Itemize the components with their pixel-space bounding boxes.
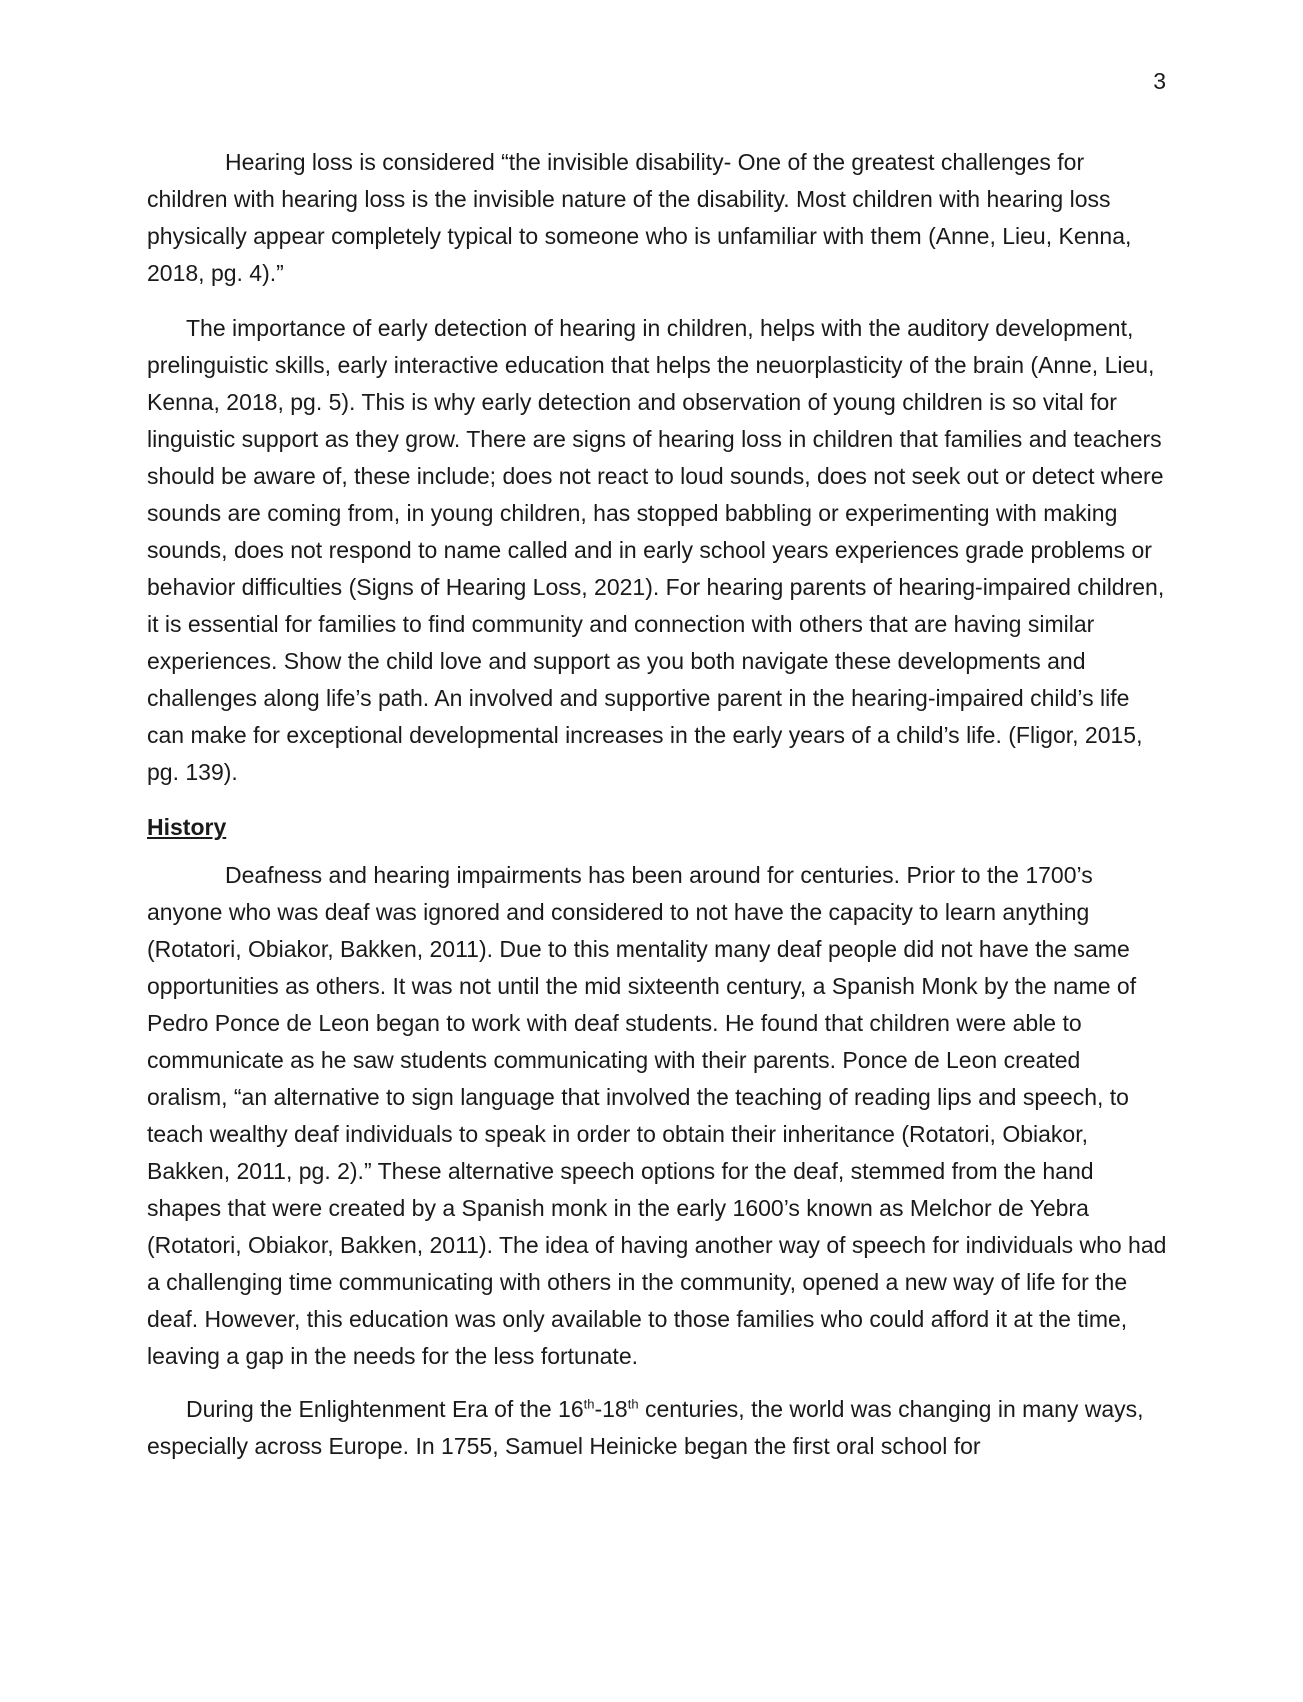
enlightenment-text-3: centuries, the world was changing in many ways, especially across Europe. In 1755, Samuel Heinicke began the first oral school for: [147, 1396, 1144, 1459]
paragraph-early-detection: The importance of early detection of hearing in children, helps with the auditory development, prelinguistic skills, early interactive education that helps the neuorplasticity of the brain (Anne, Lieu, Kenna, 2018, pg. 5). This is why early detection and observation of young children is so vital for linguistic support as they grow. There are signs of hearing loss in children that families and teachers should be aware of, these include; does not react to loud sounds, does not seek out or detect where sounds are coming from, in young children, has stopped babbling or experimenting with making sounds, does not respond to name called and in early school years experiences grade problems or behavior difficulties (Signs of Hearing Loss, 2021). For hearing parents of hearing-impaired children, it is essential for families to find community and connection with others that are having similar experiences. Show the child love and support as you both navigate these developments and challenges along life’s path. An involved and supportive parent in the hearing-impaired child’s life can make for exceptional developmental increases in the early years of a child’s life. (Fligor, 2015, pg. 139).: [147, 315, 1165, 785]
page-number: 3: [1153, 68, 1166, 94]
superscript-th-2: th: [627, 1396, 639, 1412]
enlightenment-text-1: During the Enlightenment Era of the 16: [186, 1396, 584, 1422]
enlightenment-text-2: -18: [594, 1396, 628, 1422]
section-heading-history: History: [147, 814, 227, 840]
superscript-th-1: th: [583, 1396, 595, 1412]
document-body: [147, 144, 1167, 1465]
paragraph-invisible-disability: Hearing loss is considered “the invisible disability- One of the greatest challenges for children with hearing loss is the invisible nature of the disability. Most children with hearing loss physically appear completely typical to someone who is unfamiliar with them (Anne, Lieu, Kenna, 2018, pg. 4).”: [147, 149, 1132, 286]
paragraph-history: Deafness and hearing impairments has been around for centuries. Prior to the 1700’s anyone who was deaf was ignored and considered to not have the capacity to learn anything (Rotatori, Obiakor, Bakken, 2011). Due to this mentality many deaf people did not have the same opportunities as others. It was not until the mid sixteenth century, a Spanish Monk by the name of Pedro Ponce de Leon began to work with deaf students. He found that children were able to communicate as he saw students communicating with their parents. Ponce de Leon created oralism, “an alternative to sign language that involved the teaching of reading lips and speech, to teach wealthy deaf individuals to speak in order to obtain their inheritance (Rotatori, Obiakor, Bakken, 2011, pg. 2).” These alternative speech options for the deaf, stemmed from the hand shapes that were created by a Spanish monk in the early 1600’s known as Melchor de Yebra (Rotatori, Obiakor, Bakken, 2011). The idea of having another way of speech for individuals who had a challenging time communicating with others in the community, opened a new way of life for the deaf. However, this education was only available to those families who could afford it at the time, leaving a gap in the needs for the less fortunate.: [147, 862, 1167, 1369]
paragraph-enlightenment: [147, 1391, 1167, 1465]
